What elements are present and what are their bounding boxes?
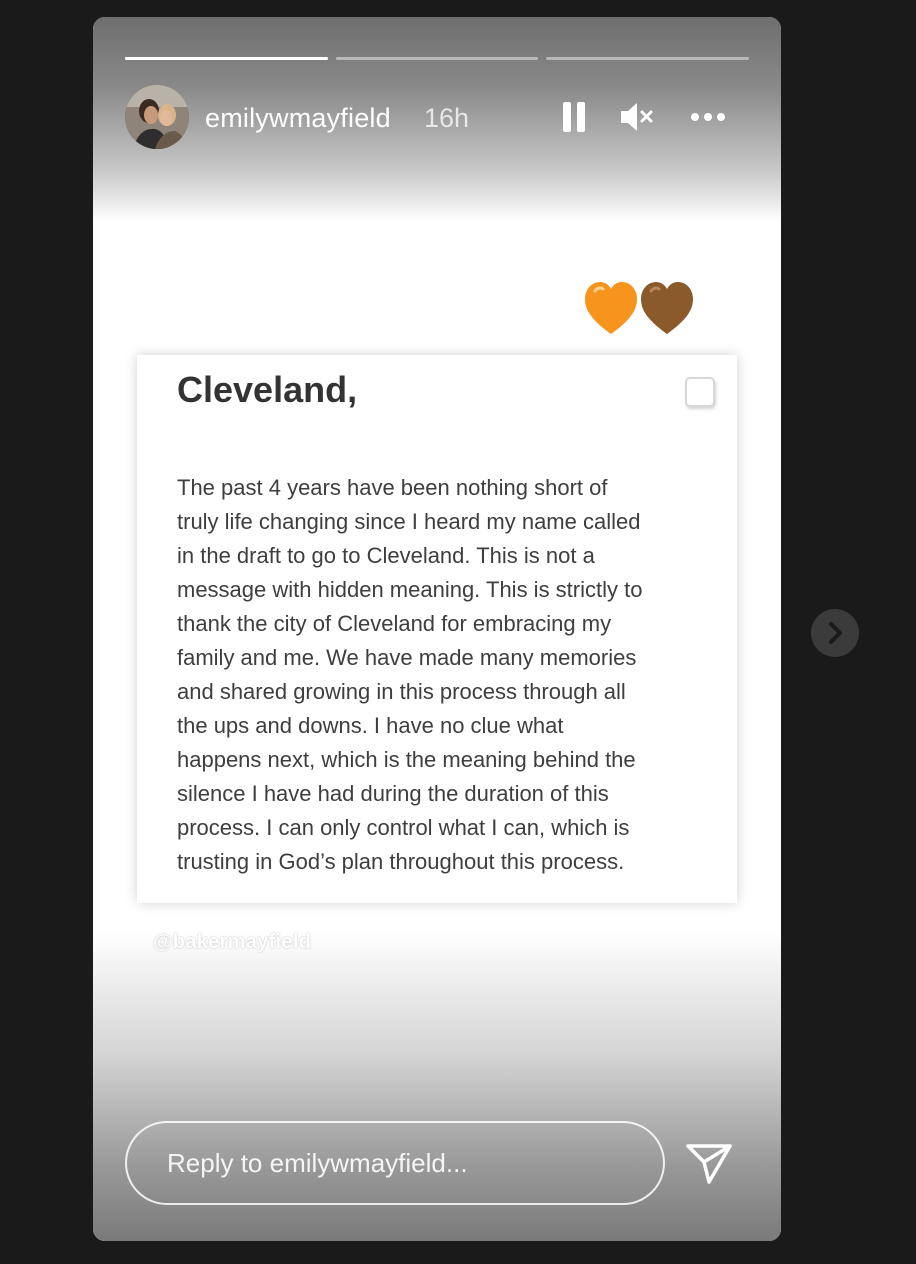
heart-emoji-sticker <box>583 279 703 339</box>
progress-segment-2 <box>336 57 539 60</box>
letter-title: Cleveland, <box>177 369 358 410</box>
letter-line: The past 4 years have been nothing short of <box>177 475 608 500</box>
letter-line: silence I have had during the duration of this <box>177 781 609 806</box>
reply-input[interactable] <box>125 1121 665 1205</box>
letter-line: and shared growing in this process through all <box>177 679 626 704</box>
next-story-button[interactable] <box>811 609 859 657</box>
letter-line: process. I can only control what I can, which is <box>177 815 630 840</box>
pause-button[interactable] <box>557 99 593 135</box>
chevron-right-icon <box>811 609 859 657</box>
username[interactable]: emilywmayfield <box>205 103 391 133</box>
send-icon <box>685 1141 733 1187</box>
hearts-svg <box>583 279 703 339</box>
letter-line: message with hidden meaning. This is strictly to <box>177 577 643 602</box>
shared-letter-image <box>137 355 737 903</box>
letter-line: trusting in God’s plan throughout this process. <box>177 849 625 874</box>
checkbox-icon <box>685 377 715 407</box>
letter-line: in the draft to go to Cleveland. This is not a <box>177 543 595 568</box>
more-options-button[interactable] <box>689 99 729 135</box>
story-viewer <box>93 17 781 1241</box>
orange-heart-icon <box>585 282 637 334</box>
letter-line: happens next, which is the meaning behind the <box>177 747 636 772</box>
avatar-photo <box>125 85 189 149</box>
pause-icon <box>557 99 593 135</box>
post-time: 16h <box>424 103 470 133</box>
story-progress-bar <box>125 57 749 60</box>
brown-heart-icon <box>641 282 693 334</box>
send-button[interactable] <box>685 1141 733 1187</box>
letter-line: family and me. We have made many memories <box>177 645 637 670</box>
letter-body <box>177 471 707 879</box>
letter-line: truly life changing since I heard my name called <box>177 509 641 534</box>
more-horizontal-icon <box>689 99 729 135</box>
mute-button[interactable] <box>619 99 655 135</box>
avatar[interactable] <box>125 85 189 149</box>
progress-segment-1 <box>125 57 328 60</box>
story-header <box>125 85 749 149</box>
letter-line: the ups and downs. I have no clue what <box>177 713 564 738</box>
progress-segment-3 <box>546 57 749 60</box>
letter-line: thank the city of Cleveland for embracing my <box>177 611 612 636</box>
mention-sticker[interactable]: @bakermayfield <box>153 931 312 953</box>
muted-speaker-icon <box>619 99 655 135</box>
